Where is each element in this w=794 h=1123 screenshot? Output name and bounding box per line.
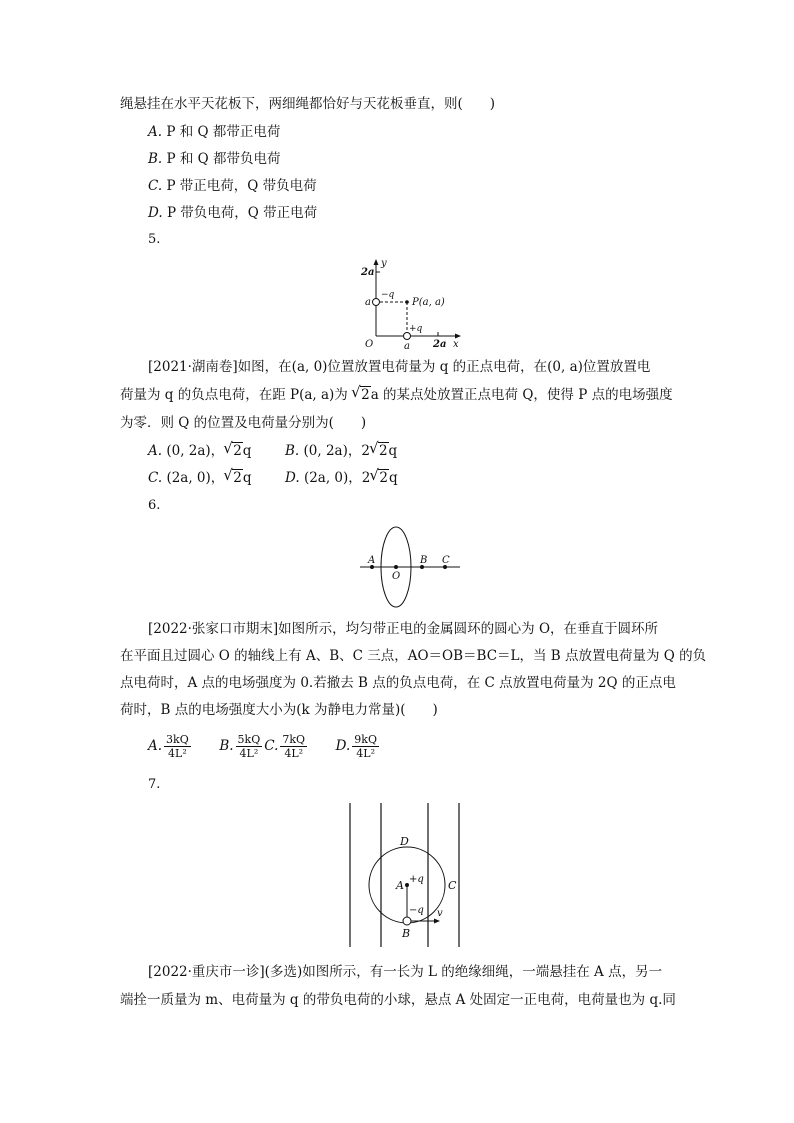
radicand: 2 (378, 443, 388, 459)
label-pos-q: +q (409, 874, 424, 885)
fraction (280, 733, 307, 760)
label-v: v (437, 908, 443, 919)
option-pre: (2a, 0)， (166, 470, 225, 486)
q6-stem-line2: 在平面且过圆心 O 的轴线上有 A、B、C 三点，AO＝OB＝BC＝L，当 B 点放置电荷量为 Q 的负 (120, 648, 707, 664)
label-p: P(a, a) (412, 297, 445, 308)
radicand: 2 (361, 387, 370, 403)
label-c: C (448, 879, 457, 892)
q5-option-c[interactable] (148, 468, 252, 488)
label-2a-x: 2a (433, 339, 447, 350)
point-p (405, 300, 409, 304)
sqrt-symbol (352, 385, 371, 405)
label-x: x (453, 339, 459, 350)
radicand: 2 (379, 470, 388, 486)
fraction (352, 733, 379, 760)
option-letter: B. (219, 738, 234, 754)
option-pre: (0, 2a)， (166, 443, 225, 459)
option-letter: D. (148, 205, 163, 221)
label-a: A (368, 555, 376, 566)
numerator: 5kQ (237, 733, 261, 746)
fraction (236, 733, 263, 760)
negative-charge (373, 299, 380, 306)
label-a-y: a (365, 297, 371, 308)
q5-stem-line1: [2021·湖南卷]如图，在(a, 0)位置放置电荷量为 q 的正点电荷，在(0, a)位置放置电 (148, 359, 651, 375)
numerator: 9kQ (354, 733, 377, 746)
q4-option-c[interactable] (148, 176, 317, 196)
option-text: P 和 Q 都带负电荷 (166, 151, 281, 167)
q5-stem-line2 (120, 385, 673, 405)
velocity-arrowhead (434, 919, 440, 924)
option-letter: D. (285, 470, 300, 486)
q6-option-a[interactable] (148, 733, 193, 760)
q6-option-b[interactable] (219, 733, 264, 760)
sqrt-symbol (224, 468, 243, 488)
radicand: 2 (233, 443, 242, 459)
q4-option-b[interactable] (148, 149, 281, 169)
option-text: P 和 Q 都带正电荷 (166, 124, 281, 140)
q7-figure (345, 800, 465, 950)
label-a-x: a (404, 341, 410, 351)
option-letter: C. (264, 738, 279, 754)
q6-stem-line3: 点电荷时，A 点的电场强度为 0.若撤去 B 点的负点电荷，在 C 点放置电荷量为 2Q 的正点电 (120, 675, 676, 691)
label-neg-q: −q (381, 290, 395, 300)
numerator: 7kQ (282, 733, 306, 746)
q7-stem-line2: 端拴一质量为 m、电荷量为 q 的带负电荷的小球，悬点 A 处固定一正电荷，电荷量也为 q.同 (120, 992, 676, 1008)
label-b: B (420, 555, 428, 566)
option-letter: A. (148, 738, 163, 754)
label-d: D (400, 835, 409, 848)
denominator: 4L² (168, 747, 187, 760)
option-letter: A. (148, 124, 163, 140)
label-b: B (402, 927, 411, 940)
stem-text: 荷量为 q 的负点电荷，在距 P(a, a)为 (120, 387, 348, 403)
option-text: P 带负电荷，Q 带正电荷 (166, 205, 318, 221)
label-y: y (381, 258, 387, 269)
option-letter: D. (335, 738, 351, 754)
label-neg-q: −q (409, 905, 424, 916)
q5-number: 5. (148, 232, 161, 247)
q5-figure (356, 256, 486, 351)
option-coef: 2 (361, 443, 370, 459)
q5-option-d[interactable] (285, 468, 398, 488)
option-post: q (242, 470, 252, 486)
option-coef: 2 (361, 470, 371, 486)
label-a: A (396, 879, 404, 892)
denominator: 4L² (356, 747, 375, 760)
option-letter: C. (148, 470, 163, 486)
option-pre: (2a, 0)， (303, 470, 362, 486)
q4-option-a[interactable] (148, 122, 280, 142)
label-2a-y: 2a (361, 267, 375, 278)
q5-option-b[interactable] (285, 441, 397, 461)
label-pos-q: +q (409, 324, 423, 334)
sqrt-symbol (370, 468, 389, 488)
q6-options (148, 729, 381, 763)
fraction (164, 733, 191, 760)
y-axis-arrow (374, 259, 379, 265)
radicand: 2 (233, 470, 242, 486)
sqrt-symbol (224, 441, 243, 461)
q4-stem-end: 绳悬挂在水平天花板下，两细绳都恰好与天花板垂直，则( ) (120, 96, 496, 112)
q6-option-c[interactable] (264, 733, 309, 760)
option-post: q (388, 443, 398, 459)
q5-option-a[interactable] (148, 441, 251, 461)
option-post: q (388, 470, 398, 486)
q6-stem-line1: [2022·张家口市期末]如图所示，均匀带正电的金属圆环的圆心为 O，在垂直于圆环所 (148, 621, 659, 637)
q6-figure (358, 524, 468, 614)
option-text: P 带正电荷，Q 带负电荷 (166, 178, 317, 194)
q6-option-d[interactable] (335, 733, 381, 760)
ball (403, 917, 411, 925)
option-letter: C. (148, 178, 163, 194)
option-post: q (242, 443, 252, 459)
label-o: O (365, 339, 374, 350)
q4-option-d[interactable] (148, 203, 317, 223)
option-letter: B. (285, 443, 300, 459)
stem-text: a 的某点处放置正点电荷 Q，使得 P 点的电场强度 (370, 387, 673, 403)
point-o (394, 565, 398, 569)
denominator: 4L² (284, 747, 304, 760)
label-c: C (442, 555, 450, 566)
label-o: O (392, 571, 401, 582)
option-letter: B. (148, 151, 163, 167)
denominator: 4L² (239, 747, 259, 760)
q6-number: 6. (148, 498, 161, 513)
q6-stem-line4: 荷时，B 点的电场强度大小为(k 为静电力常量)( ) (120, 702, 438, 718)
q7-number: 7. (148, 777, 161, 792)
numerator: 3kQ (166, 733, 189, 746)
x-axis-arrow (455, 334, 461, 339)
option-letter: A. (148, 443, 163, 459)
sqrt-symbol (370, 441, 389, 461)
q7-stem-line1: [2022·重庆市一诊](多选)如图所示，有一长为 L 的绝缘细绳，一端悬挂在 A 点，另一 (148, 964, 663, 980)
q5-stem-line3: 为零．则 Q 的位置及电荷量分别为( ) (120, 415, 367, 431)
option-pre: (0, 2a)， (303, 443, 362, 459)
